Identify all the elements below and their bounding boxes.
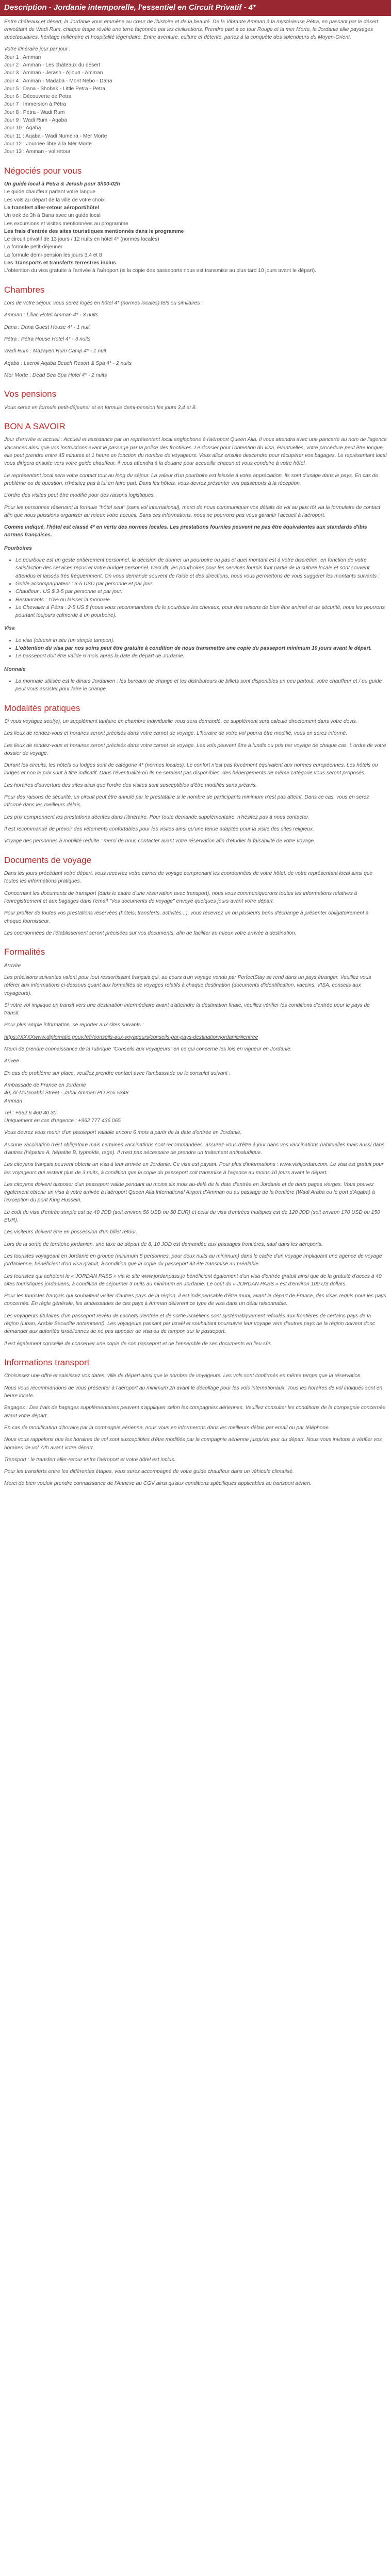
documents-text: Pour profiter de toutes vos prestations réservées (hôtels, transferts, activités...), vous recevrez un ou plusieurs bons d'échange à présenter obligatoirement à chaque fournisseur.	[4, 910, 369, 924]
day-item: Jour 7 : Immersion à Pétra	[4, 101, 67, 108]
formalities-text: Les précisions suivantes valent pour tout ressortissant français qui, au cours d'un voyage vendu par PerfectStay se rend dans un pays étranger. Veuillez vous référer aux informations ci-dessous quant aux formalités de voyages relatifs à chaque destination (documents d'identification, vaccins, VISA, conseils aux voyageurs).	[4, 974, 371, 996]
embassy-address: Ambassade de France en Jordanie 40, Al-Mutanabbi Street - Jabal Amman PO Box 5348 Amman	[4, 1082, 129, 1104]
content	[0, 16, 391, 1502]
section-heading-formalities: Formalités	[4, 947, 45, 957]
rooms-intro: Lors de votre séjour, vous serez logés en hôtel 4* (normes locales) tels ou similaires :	[4, 300, 203, 307]
section-heading-good-to-know: BON A SAVOIR	[4, 421, 66, 431]
day-item: Jour 3 : Amman - Jerash - Ajloun - Amman	[4, 70, 103, 76]
included-item: La formule petit-déjeuner	[4, 244, 63, 250]
section-heading-rooms: Chambres	[4, 284, 45, 295]
know-order: L'ordre des visites peut être modifié pour des raisons logistiques.	[4, 493, 155, 499]
day-item: Jour 8 : Pétra - Wadi Rum	[4, 109, 65, 115]
day-item: Jour 10 : Aqaba	[4, 125, 41, 131]
pension-text: Vous serez en formule petit-déjeuner et en formule demi-pension les jours 3,4 et 8.	[4, 404, 197, 411]
practical-text: Les lieux de rendez-vous et horaires seront précisés dans votre carnet de voyage. L'horaire de votre vol pourra être modifié, vous en serez informé.	[4, 731, 348, 737]
included-list	[4, 188, 387, 275]
hotel-item: Dana : Dana Guest House 4* - 1 nuit	[4, 324, 90, 330]
formalities-text: Pour les touristes français qui souhaitent visiter d'autres pays de la région, il est indispensable d'être muni, avant le départ de France, des visas requis pour les pays concernés. En règle générale, les ambassades de ces pays à Amman délivrent ce type de visa dans un délai raisonnable.	[4, 1293, 386, 1307]
tips-heading: Pourboires	[4, 545, 32, 551]
tips-list	[4, 556, 387, 619]
practical-text: Les lieux de rendez-vous et horaires seront précisés dans votre carnet de voyage. Les vols peuvent être à lundis ou prix par voyage de chaque cas. L'ordre de votre dossier de voyage.	[4, 742, 386, 756]
practical-text: Durant les circuits, les hôtels ou lodges sont de catégorie 4* (normes locales). Le confort n'est pas forcément équivalent aux normes européennes. Les hôtels ou lodges et non le prix sont à titre indicatif. Dans l'éventualité où ils ne seraient pas disponibles, des hébergements de même catégorie vous seront proposés.	[4, 762, 378, 776]
practical-text: Voyage des personnes à mobilité réduite : merci de nous contacter avant votre réservation afin d'étudier la faisabilité de votre voyage.	[4, 838, 315, 844]
day-item: Jour 9 : Wadi Rum - Aqaba	[4, 117, 67, 124]
day-item: Jour 11 : Aqaba - Wadi Numeira - Mer Morte	[4, 133, 107, 139]
practical-text: Pour des raisons de sécurité, un circuit peut être annulé par le prestataire si le nombre de participants minimum n'est pas atteint. Dans ce cas, vous en serez informé dans les meilleurs délais.	[4, 794, 369, 808]
day-list	[4, 54, 387, 156]
hotel-item: Pétra : Pétra House Hotel 4* - 3 nuits	[4, 336, 91, 342]
formalities-text: Les touristes qui achètent le « JORDAN PASS » via le site www.jordanpass.jo bénéficient également d'un visa d'entrée gratuit ainsi que de la gratuité d'accès à 40 sites touristiques jordaniens, à condition de séjourner 3 nuits au minimum en Jordanie. Le coût du « JORDAN PASS » est d'environ 100 US dollars.	[4, 1273, 382, 1287]
tip-item: • Guide accompagnateur : 3-5 USD par personne et par jour.	[15, 580, 387, 588]
section-heading-practical: Modalités pratiques	[4, 703, 80, 713]
formalities-text: En cas de problème sur place, veuillez prendre contact avec l'ambassade ou le consulat suivant :	[4, 1070, 231, 1076]
included-item: Les excursions et visites mentionnées au programme	[4, 221, 128, 227]
documents-text: Concernant les documents de transport (dans le cadre d'une réservation avec transport), nous vous communiquerons toutes les informations relatives à l'enregistrement et aux bagages dans l'email "Vos documents de voyage" envoyé quelques jours avant votre départ.	[4, 890, 357, 904]
documents-text: Dans les jours précédant votre départ, vous recevrez votre carnet de voyage comprenant les coordonnées de votre hôtel, de votre représentant local ainsi que toutes les informations pratiques.	[4, 871, 373, 885]
transport-text: Transport : le transfert aller-retour entre l'aéroport et votre hôtel est inclus.	[4, 1456, 176, 1463]
money-heading: Monnaie	[4, 666, 26, 672]
day-item: Jour 12 : Journée libre à la Mer Morte	[4, 141, 92, 147]
hotel-item: Amman : Liliac Hotel Amman 4* - 3 nuits	[4, 312, 99, 318]
documents-text: Les coordonnées de l'établissement seront précisées sur vos documents, afin de faciliter au mieux votre arrivée à destination.	[4, 930, 297, 936]
practical-text: Les prix comprennent les prestations décrites dans l'itinéraire. Pour toute demande supplémentaire, n'hésitez pas à nous contacter.	[4, 814, 309, 820]
formalities-text: Pour plus ample information, se reporter aux sites suivants :	[4, 1022, 144, 1028]
day-item: Jour 2 : Amman - Les châteaux du désert	[4, 62, 101, 68]
included-item: Le circuit privatif de 13 jours / 12 nuits en hôtel 4* (normes locales)	[4, 236, 159, 243]
visa-item: • Le passeport doit être valide 6 mois après la date de départ de Jordanie.	[15, 652, 387, 660]
section-heading-transport: Informations transport	[4, 1357, 90, 1367]
day-item: Jour 6 : Découverte de Petra	[4, 94, 72, 100]
visa-item: • L'obtention du visa par nos soins peut être gratuite à condition de nous transmettre une copie du passeport minimum 10 jours avant le départ.	[15, 645, 387, 652]
formalities-text: Les citoyens doivent disposer d'un passeport valide pendant au moins six mois au-delà de la date d'entrée en Jordanie et de deux pages vierges. Vous pouvez également obtenir un visa à votre arrivée à l'aéroport Queen Alia International Airport d'Amman ou au passage de la frontière (Wadi Araba ou le port d'Aqaba) à l'exception du pont King Hussein.	[4, 1181, 375, 1204]
tip-item: • Restaurants : 10% ou laisser la monnaie.	[15, 596, 387, 604]
program-title: Votre itinéraire jour par jour :	[4, 46, 71, 53]
formalities-text: Le coût du visa d'entrée simple est de 40 JOD (soit environ 56 USD ou 50 EUR) et celui du visa d'entrées multiples est de 120 JOD (soit environ 170 USD ou 150 EUR).	[4, 1209, 380, 1224]
section-heading-documents: Documents de voyage	[4, 855, 92, 865]
day-item: Jour 13 : Amman - vol retour	[4, 149, 71, 155]
formalities-text: Merci de prendre connaissance de la rubrique "Conseils aux voyageurs" en ce qui concerne les lois en vigueur en Jordanie.	[4, 1046, 292, 1053]
included-guide: Un guide local à Petra & Jerash pour 3h00-02h	[4, 181, 120, 188]
section-heading-pensions: Vos pensions	[4, 389, 57, 399]
day-item: Jour 1 : Amman	[4, 54, 41, 60]
know-arrival: Jour d'arrivée et accueil : Accueil et assistance par un représentant local anglophone à l'aéroport Queen Alia. Il vous attendra avec une pancarte au nom de l'agence Vacances ainsi que vos instructions avant le passage par la police des frontières. Le dossier pour l'obtention du visa, éventuelles, votre procédure peut être longue, elle peut prendre entre 45 minutes et 1 heure en fonction du nombre de voyageurs. Vous allez ensuite descendre pour récupérer vos bagages. Le représentant local vous dirigera ensuite vers votre guide chauffeur, il vous attendra à la douane pour accueillir chacun et vous conduire à votre hôtel.	[4, 437, 387, 467]
hotel-item: Aqaba : Lacroit Aqaba Beach Resort & Spa 4* - 2 nuits	[4, 360, 132, 366]
formalities-text: Arivee	[4, 1058, 19, 1064]
tip-item: • Le pourboire est un geste entièrement personnel, la décision de donner un pourboire ou pas et quel montant est à votre discrétion, en fonction de votre satisfaction des services reçus et votre budget personnel. Ceci dit, les pourboires pour les services fournis font partie de la culture locale et sont souvent attendus et laissés très fréquemment. On vous demande souvent de l'aide et des directions, nous vous permettons de vous suggérer les montants suivants :	[15, 556, 387, 580]
transport-text: Nous vous rappelons que les horaires de vol sont susceptibles d'être modifiés par la compagnie aérienne jusqu'au jour du départ. Nous vous invitons à vérifier vos horaires de vol 72h avant votre départ.	[4, 1437, 382, 1451]
know-hotel-only: Pour les personnes réservant la formule "hôtel seul" (sans vol international), merci de nous communiquer vos détails de vol au plus tôt via la formulaire de contact afin que nous puissions organiser au mieux votre accueil. Sans ces informations, nous ne pourrons pas vous garantir l'accueil à l'aéroport.	[4, 504, 381, 518]
transport-text: Pour les transferts entre les différentes étapes, vous serez accompagné de votre guide chauffeur dans un véhicule climatisé.	[4, 1469, 294, 1475]
visa-list	[4, 637, 387, 660]
practical-text: Il est recommandé de prévoir des vêtements confortables pour les visites ainsi qu'une tenue adaptée pour la visite des sites religieux.	[4, 826, 315, 832]
included-item: Le transfert aller-retour aéroport/hôtel	[4, 205, 99, 211]
transport-text: Nous vous recommandons de vous présenter à l'aéroport au minimum 2h avant le décollage pour les vols internationaux. Tous les horaires de vol indiqués sont en heure locale.	[4, 1385, 383, 1399]
included-item: Le guide chauffeur parlant votre langue	[4, 189, 96, 195]
tip-item: • Chauffeur : US $ 3-5 par personne et par jour.	[15, 588, 387, 596]
tip-item: • Le Chevalier à Pétra : 2-5 US $ (nous vous recommandons de le pourboire les chevaux, pour des raisons de bien être animal et de sécurité, nous les pourrons pourtant toujours calmerde à un pourboire).	[15, 604, 387, 620]
transport-text: Merci de bien vouloir prendre connaissance de l'Annexe au CGV ainsi qu'aux conditions spécifiques applicables au transport aérien.	[4, 1481, 312, 1487]
included-item: Les frais d'entrée des sites touristiques mentionnés dans le programme	[4, 228, 184, 234]
embassy-phone: Tel : +962 6 460 40 30 Uniquement en cas d'urgence : +962 777 436 065	[4, 1110, 121, 1124]
transport-text: Bagages : Des frais de bagages supplémentaires peuvent s'appliquer selon les compagnies aériennes. Veuillez consulter les conditions de la compagnie concernée avant votre départ.	[4, 1405, 386, 1419]
formalities-text: Lors de la sortie de territoire jordanien, une taxe de départ de 8, 10 JOD est demandée aux passages frontières, sauf dans les aéroports.	[4, 1241, 323, 1247]
formalities-text: Aucune vaccination n'est obligatoire mais certaines vaccinations sont recommandées, assurez-vous d'être à jour dans vos vaccinations habituelles mais aussi dans d'autres (hépatite A, hépatite B, typhoïde, rage). Il n'est pas nécessaire de prendre un traitement antipaludique.	[4, 1142, 385, 1156]
page-title: Description - Jordanie intemporelle, l'essentiel en Circuit Privatif - 4*	[0, 0, 391, 16]
day-item: Jour 5 : Dana - Shobak - Little Petra - Petra	[4, 86, 105, 92]
included-item: La formule demi-pension les jours 3,4 et 8	[4, 252, 102, 258]
practical-text: Les horaires d'ouverture des sites ainsi que l'ordre des visites sont susceptibles d'être modifiés sans préavis.	[4, 782, 257, 788]
included-item: Un trek de 3h à Dana avec un guide local	[4, 213, 101, 219]
transport-text: Choisissez une offre et saisissez vos dates, ville de départ ainsi que le nombre de voyageurs. Les vols sont confirmés en même temps que la réservation.	[4, 1373, 362, 1379]
formalities-text: Les visiteurs doivent être en possession d'un billet retour.	[4, 1229, 138, 1235]
formalities-text: Arrivée	[4, 962, 21, 969]
formalities-text: Les voyageurs titulaires d'un passeport revêtu de cachets d'entrée et de sortie israéliens sont systématiquement refoulés aux frontières de certains pays de la région (Liban, Arabie Saoudite notamment). Les voyageurs passant par Israël et souhaitant poursuivre leur voyage vers d'autres pays de la région doivent donc demander aux autorités israéliennes de ne pas apposer de visa ou de tampon sur le passeport.	[4, 1313, 376, 1335]
formalities-link[interactable]: https://XXXXwww.diplomatie.gouv.fr/fr/conseils-aux-voyageurs/conseils-par-pays-destination/jordanie/#entree	[4, 1034, 258, 1040]
hotel-item: Mer Morte : Dead Sea Spa Hotel 4* - 2 nuits	[4, 372, 107, 378]
hotel-item: Wadi Rum : Mazayen Rum Camp 4* - 1 nuit	[4, 348, 106, 354]
included-item: L'obtention du visa gratuite à l'arrivée à l'aéroport (si la copie des passeports nous est transmise au plus tard 10 jours avant le départ).	[4, 268, 316, 274]
included-item: Les vols au départ de la ville de votre choix	[4, 197, 105, 203]
visa-item: • Le visa (obtenir in situ (un simple tampon).	[15, 637, 387, 645]
section-heading-negotiated: Négociés pour vous	[4, 165, 82, 176]
formalities-text: Il est également conseillé de conserver une copie de son passeport et de l'ensemble de ses documents en lieu sûr.	[4, 1341, 272, 1347]
visa-heading: Visa	[4, 625, 15, 632]
included-item: Les Transports et transferts terrestres inclus	[4, 260, 116, 266]
day-item: Jour 4 : Amman - Madaba - Mont Nebo - Dana	[4, 78, 112, 84]
know-standards: Comme indiqué, l'hôtel est classé 4* en vertu des normes locales. Les prestations fournies peuvent ne pas être équivalentes aux standards d'ibis normes françaises.	[4, 524, 367, 538]
formalities-text: Les citoyens français peuvent obtenir un visa à leur arrivée en Jordanie. Ce visa est payant. Pour plus d'informations : www.visitjordan.com. Le visa est gratuit pour les voyageurs qui restent plus de 3 nuits, à condition que la copie du passeport soit transmise à l'agence au moins 10 jours avant le départ.	[4, 1162, 384, 1176]
know-rep: Le représentant local sera votre contact tout au long du séjour. La valeur d'un pourboire est laissée à votre appréciation. Ils sont d'usage dans le pays. En cas de problème ou de question, n'hésitez pas à lui en faire part. Dans les hôtels, vous devrez présenter vos passeports à la réception.	[4, 472, 379, 486]
practical-text: Si vous voyagez seul(e), un supplément tarifaire en chambre individuelle vous sera demandé. ce supplément sera calculé directement dans votre devis.	[4, 719, 357, 724]
formalities-text: Si votre vol implique un transit vers une destination intermédiaire avant d'atteindre la destination finale, veuillez vérifier les conditions d'entrée pour le pays de transit.	[4, 1002, 370, 1016]
formalities-text: Vous devrez vous munir d'un passeport valable encore 6 mois à partir de la date d'entrée en Jordanie.	[4, 1130, 242, 1136]
money-list	[4, 677, 387, 693]
money-item: • La monnaie utilisée est le dinars Jordanien : les bureaux de change et les distributeurs de billets sont disponibles un peu partout, votre chauffeur et / ou guide peut vous assister pour faire le change.	[15, 677, 387, 693]
transport-text: En cas de modification d'horaire par la compagnie aérienne, nous vous en informerons dans les meilleurs délais par email ou par téléphone.	[4, 1425, 330, 1431]
formalities-text: Les touristes voyageant en Jordanie en groupe (minimum 5 personnes, pour deux nuits au minimum) dans le cadre d'un voyage impliquant une agence de voyage jordanienne, bénéficient d'un visa gratuit, à condition que la copie du passeport ait été transmise au préalable.	[4, 1253, 382, 1267]
intro-text: Entre châteaux et désert, la Jordanie vous emmène au cœur de l'histoire et de la beauté. De la Vibrante Amman à la mystérieuse Pétra, en passant par le désert envoûtant de Wadi Rum, chaque étape révèle une terre façonnée par les civilisations. Prendre part à ce tour Rouge et la mer Morte, la Jordanie allie paysages spectaculaires, héritage millénaire et hospitalité légendaire. Entre aventure, culture et détente, partez à la conquête des splendeurs du Moyen-Orient.	[4, 19, 379, 41]
